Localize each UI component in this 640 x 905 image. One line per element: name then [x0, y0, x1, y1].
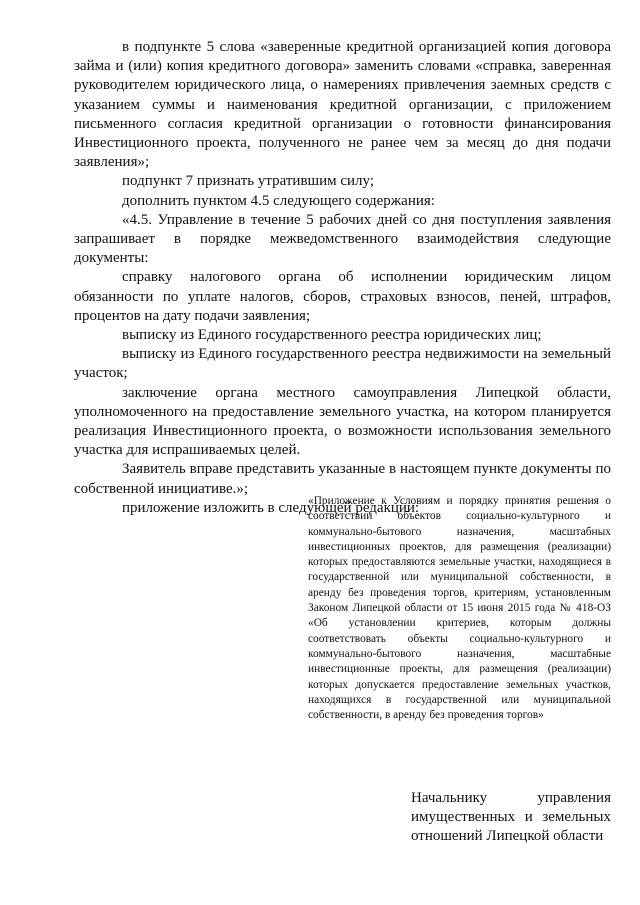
paragraph: подпункт 7 признать утратившим силу;: [122, 173, 374, 190]
paragraph: в подпункте 5 слова «заверенные кредитной организацией копия договора займа и (или) копия кредитного договора» заменить словами «справка, заверенная руководителем юридического лица, о намерениях привлечения заемных средств с указанием суммы и наименования кредитной организации, с приложением письменного согласия кредитной организации о готовности финансирования Инвестиционного проекта, полученного не ранее чем за месяц до дня подачи заявления»;: [74, 39, 611, 171]
main-text: [74, 38, 611, 518]
paragraph: выписку из Единого государственного реестра недвижимости на земельный участок;: [74, 346, 611, 382]
appendix-header: «Приложение к Условиям и порядку принятия решения о соответствии объектов социально-культурного и коммунально-бытового назначения, масштабных инвестиционных проектов, для размещения (реализации) которых предоставляются земельные участки, находящиеся в государственной или муниципальной собственности, в аренду без проведения торгов, критериям, установленным Законом Липецкой области от 15 июня 2015 года № 418-ОЗ «Об установлении критериев, которым должны соответствовать объекты социально-культурного и коммунально-бытового назначения, масштабные инвестиционные проекты, для размещения (реализации) которых допускается предоставление земельных участков, находящихся в государственной или муниципальной собственности, в аренду без проведения торгов»: [308, 495, 611, 722]
paragraph: «4.5. Управление в течение 5 рабочих дней со дня поступления заявления запрашивает в порядке межведомственного взаимодействия следующие документы:: [74, 211, 611, 267]
paragraph: приложение изложить в следующей редакции:: [122, 499, 420, 516]
paragraph: выписку из Единого государственного реестра юридических лиц;: [122, 327, 542, 344]
paragraph: заключение органа местного самоуправления Липецкой области, уполномоченного на предоставление земельного участка, на котором планируется реализация Инвестиционного проекта, о возможности использования земельного участка для испрашиваемых целей.: [74, 384, 611, 459]
paragraph: дополнить пунктом 4.5 следующего содержания:: [122, 192, 435, 209]
addressee-block: Начальнику управления имущественных и земельных отношений Липецкой области: [411, 790, 611, 845]
paragraph: справку налогового органа об исполнении юридическим лицом обязанности по уплате налогов, сборов, страховых взносов, пеней, штрафов, процентов на дату подачи заявления;: [74, 269, 611, 324]
paragraph: Заявитель вправе представить указанные в настоящем пункте документы по собственной инициативе.»;: [74, 461, 611, 497]
